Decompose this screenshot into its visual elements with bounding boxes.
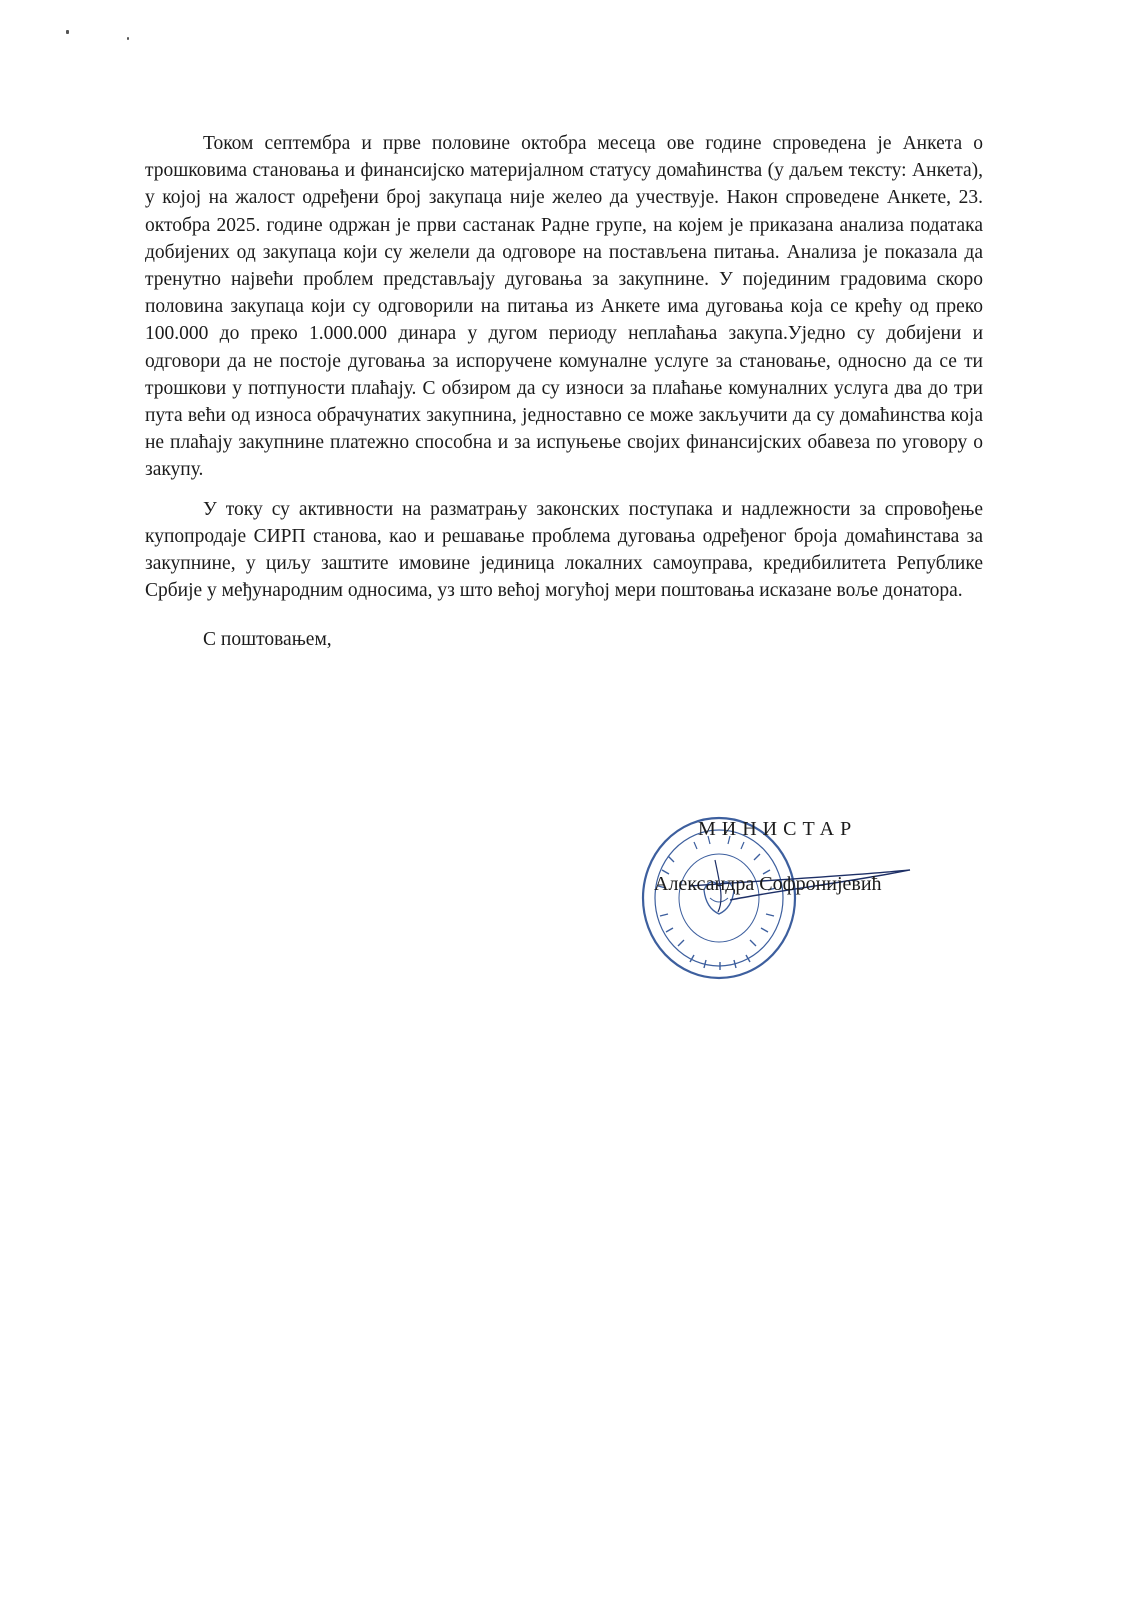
letter-body (145, 130, 983, 654)
signature-block (620, 800, 960, 1010)
scan-speck (127, 37, 129, 40)
signatory-title: МИНИСТАР (698, 818, 858, 840)
paragraph-ongoing-activities: У току су активности на разматрању законских поступака и надлежности за спровођење купопродаје СИРП станова, као и решавање проблема дуговања одређеног броја домаћинстава за закупнине, у циљу заштите имовине јединица локалних самоуправа, кредибилитета Републике Србије у међународним односима, уз што већој могућој мери поштовања исказане воље донатора. (145, 498, 983, 602)
closing-salutation: С поштовањем, (203, 629, 332, 651)
signatory-name: Александра Софронијевић (654, 873, 882, 895)
scan-speck (66, 30, 69, 34)
paragraph-survey-results: Током септембра и прве половине октобра месеца ове године спроведена је Анкета о трошковима становања и финансијско материјалном статусу домаћинства (у даљем тексту: Анкета), у којој на жалост одређени број закупаца није желео да учествује. Након спроведене Анкете, 23. октобра 2025. године одржан је први састанак Радне групе, на којем је приказана анализа података добијених од закупаца који су желели да одговоре на постављена питања. Анализа је показала да тренутно највећи проблем представљају дуговања за закупнине. У појединим градовима скоро половина закупаца који су одговорили на питања из Анкете има дуговања која се крећу од преко 100.000 до преко 1.000.000 динара у дугом периоду неплаћања закупа.Уједно су добијени и одговори да не постоје дуговања за испоручене комуналне услуге за становање, односно да се ти трошкови у потпуности плаћају. С обзиром да су износи за плаћање комуналних услуга два до три пута већи од износа обрачунатих закупнина, једноставно се може закључити да су домаћинства која не плаћају закупнине платежно способна и за испуњење својих финансијских обавеза по уговору о закупу. (145, 133, 983, 481)
